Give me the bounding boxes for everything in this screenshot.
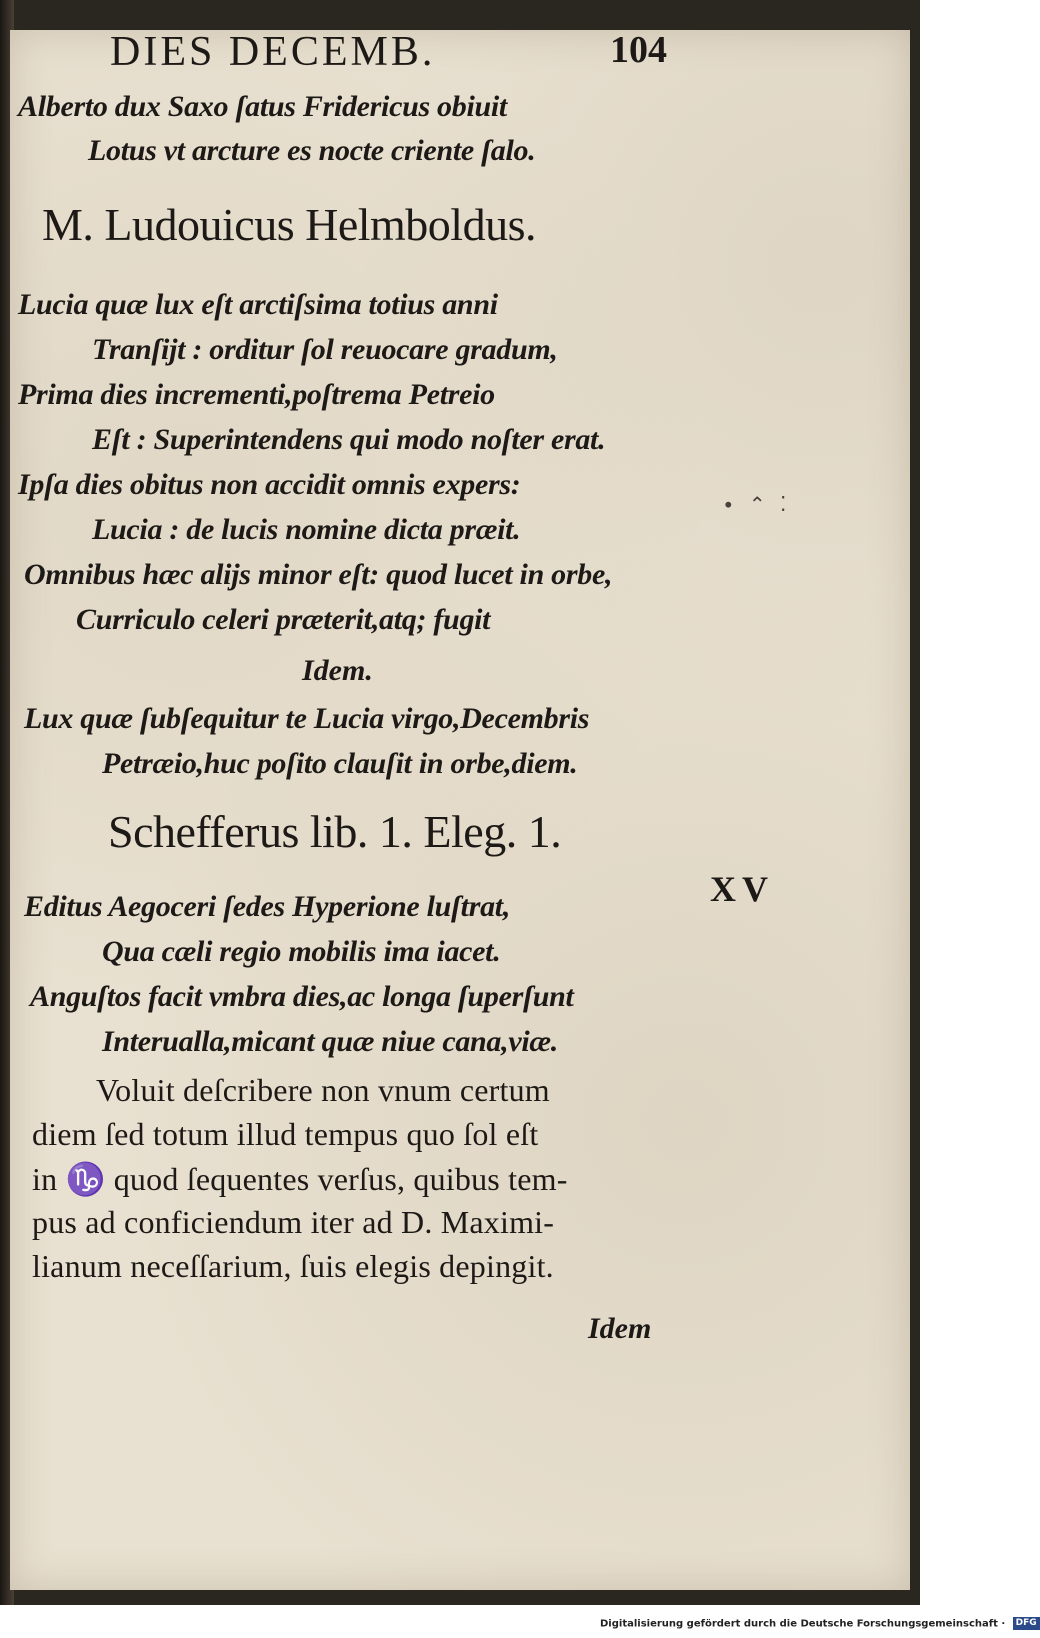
author-heading: Schefferus lib. 1. Eleg. 1. (108, 806, 562, 857)
prose-line: pus ad conficiendum iter ad D. Maximi- (32, 1204, 555, 1240)
verse-line: Omnibus hæc alijs minor eſt: quod lucet in orbe, (24, 558, 613, 591)
verse-line: Tranſijt : orditur ſol reuocare gradum, (92, 333, 558, 366)
prose-line: in ♑ quod ſequentes verſus, quibus tem- (32, 1161, 568, 1197)
verse-line: Ipſa dies obitus non accidit omnis expers: (18, 468, 521, 501)
decorative-mark: ∙ ⌃ ⁚ (722, 492, 791, 516)
idem-heading: Idem. (302, 654, 373, 687)
prose-line: Voluit deſcribere non vnum certum (96, 1072, 550, 1108)
verse-line: Anguſtos facit vmbra dies,ac longa ſuperſunt (30, 980, 574, 1013)
verse-line: Alberto dux Saxo ſatus Fridericus obiuit (18, 90, 507, 123)
catchword: Idem (588, 1312, 652, 1345)
running-head: DIES DECEMB. (110, 29, 436, 75)
verse-line: Petræio,huc poſito clauſit in orbe,diem. (102, 747, 578, 780)
verse-line: Prima dies incrementi,poſtrema Petreio (18, 378, 495, 411)
prose-line: lianum neceſſarium, ſuis elegis depingit. (32, 1248, 554, 1284)
page-number: 104 (610, 29, 667, 71)
verse-line: Curriculo celeri præterit,atq; fugit (76, 603, 491, 636)
verse-line: Qua cæli regio mobilis ima iacet. (102, 935, 501, 968)
prose-line: diem ſed totum illud tempus quo ſol eſt (32, 1116, 539, 1152)
author-heading: M. Ludouicus Helmboldus. (42, 199, 536, 250)
verse-line: Lotus vt arcture es nocte criente ſalo. (88, 134, 536, 167)
verse-line: Lucia quæ lux eſt arctiſsima totius anni (18, 288, 498, 321)
verse-line: Editus Aegoceri ſedes Hyperione luſtrat, (24, 890, 511, 923)
page-header (110, 28, 670, 78)
verse-line: Lux quæ ſubſequitur te Lucia virgo,Decembris (24, 702, 590, 735)
footer-text: Digitalisierung gefördert durch die Deutsche Forschungsgemeinschaft · (600, 1618, 1006, 1630)
dfg-logo: DFG (1013, 1617, 1040, 1630)
marginal-note: XV (710, 869, 774, 909)
book-page (10, 30, 910, 1590)
verse-line: Lucia : de lucis nomine dicta præit. (92, 513, 521, 546)
verse-line: Interualla,micant quæ niue cana,viæ. (102, 1025, 558, 1058)
digitization-footer (600, 1617, 1037, 1635)
verse-line: Eſt : Superintendens qui modo noſter erat. (92, 423, 606, 456)
